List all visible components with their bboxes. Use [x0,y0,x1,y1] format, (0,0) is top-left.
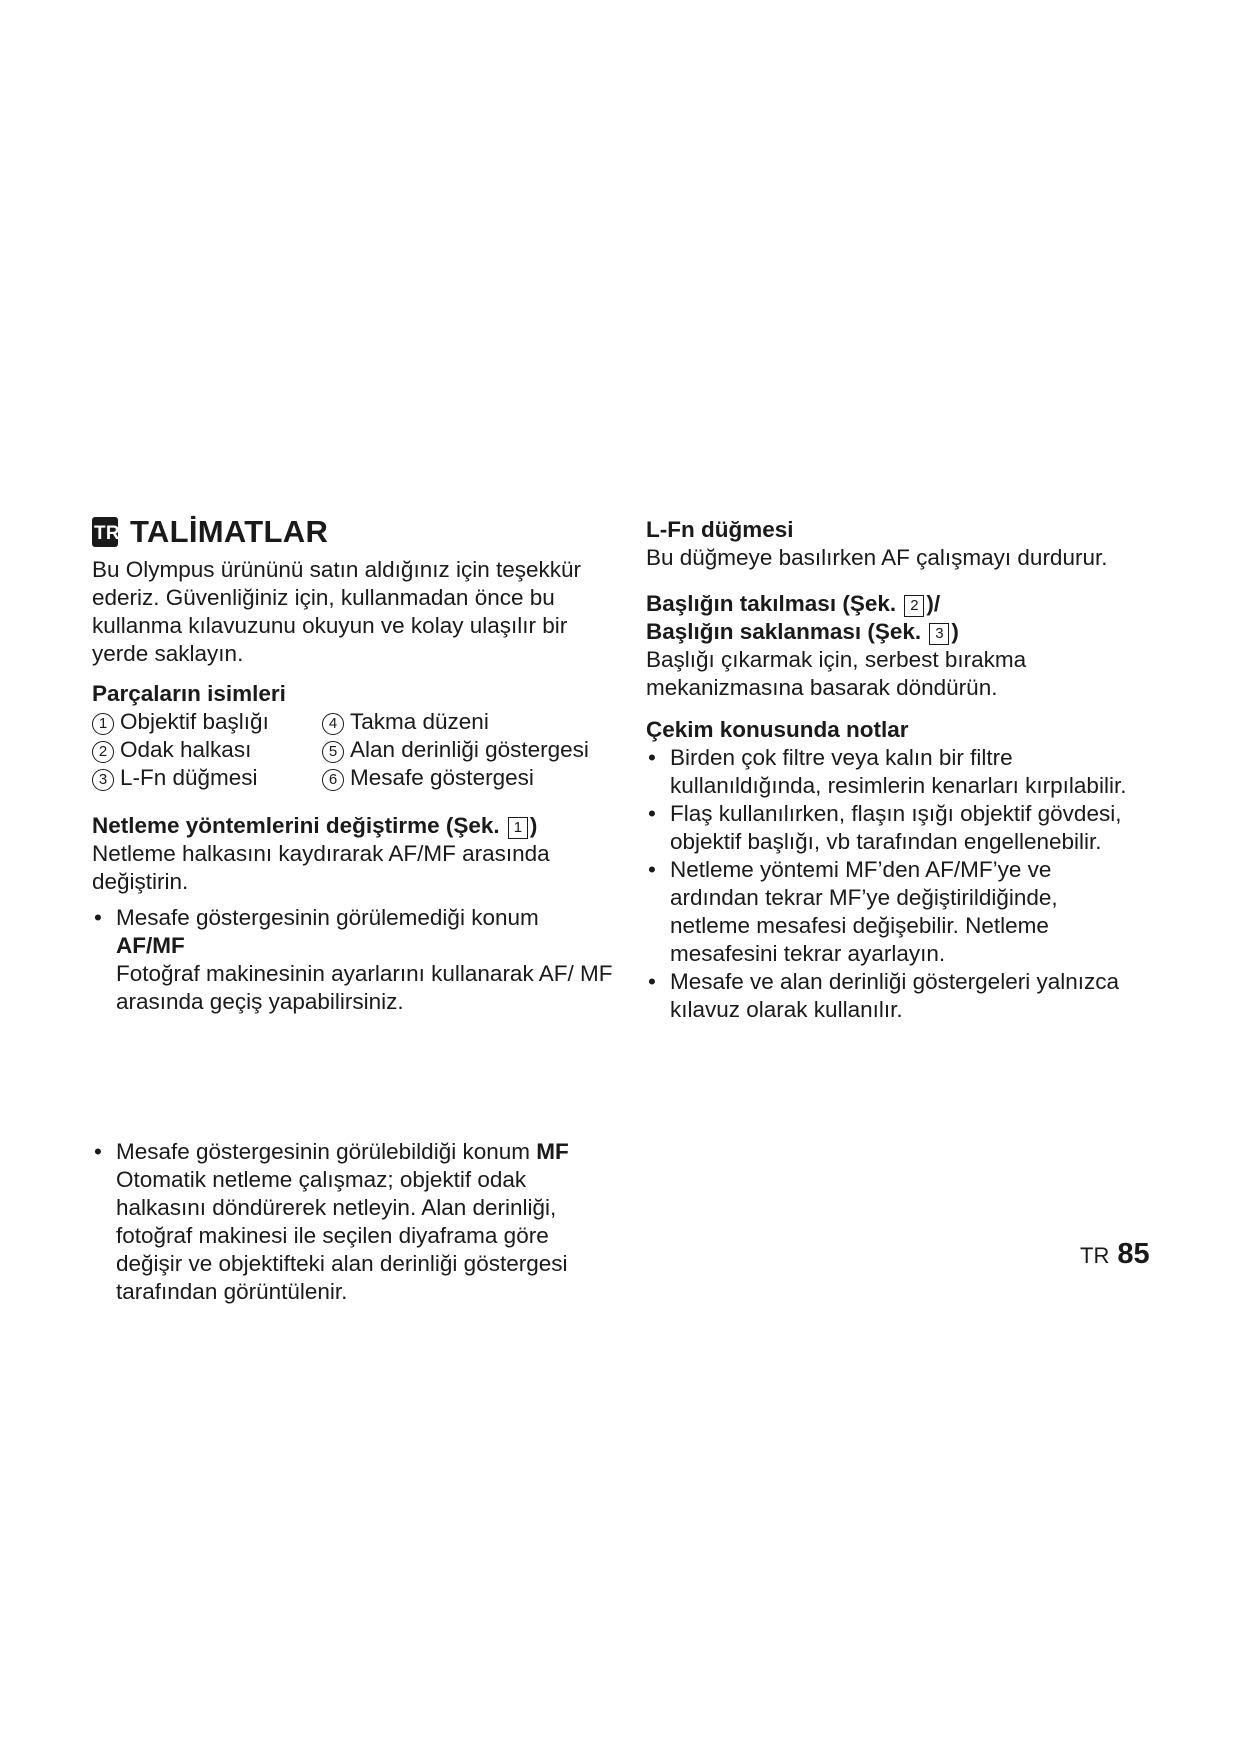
parts-heading: Parçaların isimleri [92,681,286,706]
parts-list [92,708,612,792]
list-item: • Mesafe ve alan derinliği göstergeleri yalnızca kılavuz olarak kullanılır. [646,968,1166,1024]
part-item: 3 L-Fn düğmesi [92,764,322,792]
cap-heading: Başlığın takılması (Şek. 2 )/ [646,591,941,616]
page-title [92,512,328,552]
figure-ref: 1 [508,817,528,839]
part-item: 5 Alan derinliği göstergesi [322,736,612,764]
part-item: 1 Objektif başlığı [92,708,322,736]
list-item: • Flaş kullanılırken, flaşın ışığı objektif gövdesi, objektif başlığı, vb tarafından engellenebilir. [646,800,1166,856]
page-number: TR 85 [1080,1238,1150,1270]
part-item: 6 Mesafe göstergesi [322,764,612,792]
cap-text: Başlığı çıkarmak için, serbest bırakma mekanizmasına basarak döndürün. [646,647,1027,700]
focus-bullet: • Mesafe göstergesinin görülemediği konum AF/MF Fotoğraf makinesinin ayarlarını kullanarak AF/ MF arasında geçiş yapabilirsiniz. [92,904,616,1016]
cap-heading: Başlığın saklanması (Şek. 3 ) [646,619,959,644]
notes-heading: Çekim konusunda notlar [646,717,909,742]
list-item: • Birden çok filtre veya kalın bir filtre kullanıldığında, resimlerin kenarları kırpılabilir. [646,744,1166,800]
lfn-heading: L-Fn düğmesi [646,517,794,542]
notes-list [646,744,1166,1024]
part-item: 2 Odak halkası [92,736,322,764]
focus-bullet: • Mesafe göstergesinin görülebildiği konum MF Otomatik netleme çalışmaz; objektif odak halkasını döndürerek netleyin. Alan derinliği, fotoğraf makinesi ile seçilen diyaframa göre değişir ve objektifteki alan derinliği göstergesi tarafından görüntülenir. [92,1138,616,1306]
language-badge: TR [92,517,118,547]
focus-heading: Netleme yöntemlerini değiştirme (Şek. 1 ) [92,813,538,838]
focus-text: Netleme halkasını kaydırarak AF/MF arasında değiştirin. [92,841,550,894]
title-text: TALİMATLAR [130,514,329,549]
list-item: • Netleme yöntemi MF’den AF/MF’ye ve ardından tekrar MF’ye değiştirildiğinde, netleme mesafesi değişebilir. Netleme mesafesini tekrar ayarlayın. [646,856,1110,968]
part-item: 4 Takma düzeni [322,708,612,736]
intro-text: Bu Olympus ürününü satın aldığınız için teşekkür ederiz. Güvenliğiniz için, kullanmadan önce bu kullanma kılavuzunu okuyun ve kolay ulaşılır bir yerde saklayın. [92,557,582,666]
lfn-text: Bu düğmeye basılırken AF çalışmayı durdurur. [646,545,1108,570]
